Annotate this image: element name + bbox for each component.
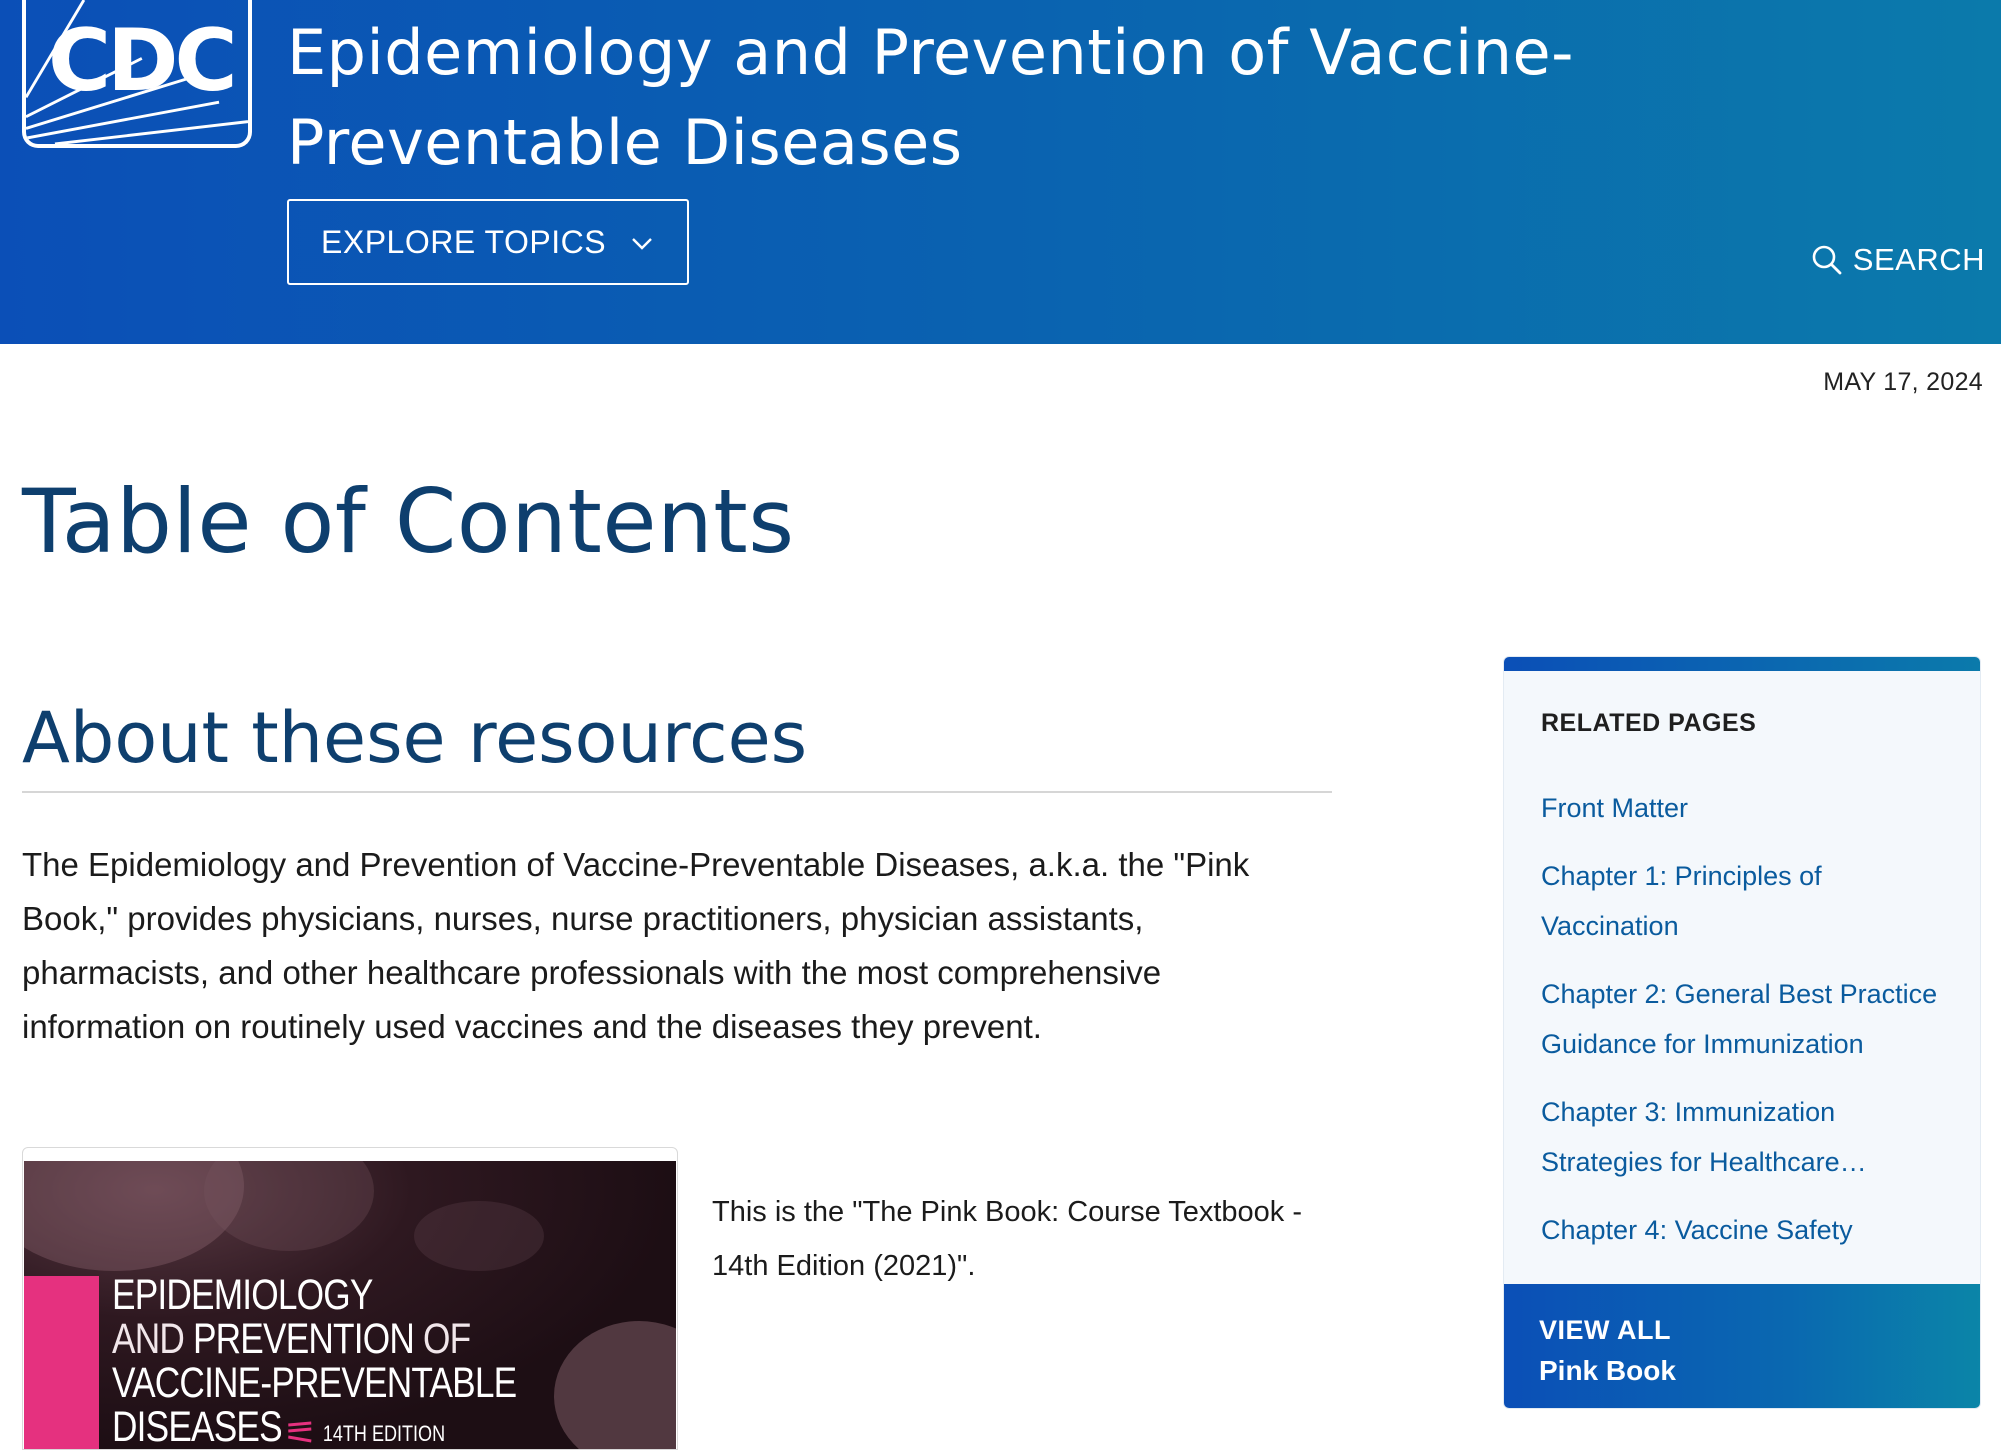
cover-pink-band <box>24 1276 99 1450</box>
edition-swoosh-icon <box>287 1421 315 1443</box>
view-all-pink-book-button[interactable] <box>1504 1284 1980 1408</box>
intro-paragraph: The Epidemiology and Prevention of Vaccine-Preventable Diseases, a.k.a. the "Pink Book," provides physicians, nurses, nurse practitioners, physician assistants, pharmacists, and other healthcare professionals with the most comprehensive information on routinely used vaccines and the diseases they prevent. <box>22 846 1250 1045</box>
list-item <box>1541 783 1951 833</box>
site-header <box>0 0 2001 344</box>
related-link-chapter-1[interactable]: Chapter 1: Principles of Vaccination <box>1541 861 1822 941</box>
cover-texture <box>414 1201 544 1271</box>
related-link-chapter-4[interactable]: Chapter 4: Vaccine Safety <box>1541 1215 1853 1245</box>
section-heading-about: About these resources <box>22 697 808 779</box>
search-icon <box>1811 244 1843 276</box>
page-date: MAY 17, 2024 <box>1823 368 1983 396</box>
cover-texture <box>554 1321 676 1450</box>
list-item <box>1541 1205 1951 1255</box>
cover-word: PREVENTION <box>192 1315 414 1363</box>
explore-topics-label: EXPLORE TOPICS <box>321 223 607 260</box>
pink-book-cover-card[interactable] <box>22 1147 678 1450</box>
related-pages-list <box>1541 783 1951 1273</box>
chevron-down-icon <box>629 231 655 257</box>
explore-topics-button[interactable] <box>287 199 689 285</box>
cdc-logo[interactable] <box>22 0 252 148</box>
list-item <box>1541 969 1951 1069</box>
cover-texture <box>204 1161 374 1251</box>
cover-title <box>112 1273 516 1450</box>
page-title: Table of Contents <box>22 470 795 573</box>
cover-edition: 14TH EDITION <box>322 1421 446 1446</box>
image-caption: This is the "The Pink Book: Course Textbook - 14th Edition (2021)". <box>712 1196 1303 1282</box>
cover-line: EPIDEMIOLOGY <box>112 1271 373 1319</box>
cover-word: OF <box>413 1315 471 1363</box>
view-all-label: VIEW ALL <box>1539 1315 1671 1345</box>
related-link-chapter-2[interactable]: Chapter 2: General Best Practice Guidance for Immunization <box>1541 979 1938 1059</box>
view-all-target: Pink Book <box>1539 1355 1676 1386</box>
related-pages-accent-bar <box>1504 657 1980 671</box>
pink-book-cover-image <box>24 1161 676 1450</box>
related-pages-panel <box>1503 656 1981 1409</box>
search-button[interactable] <box>1811 238 1985 282</box>
search-label: SEARCH <box>1852 242 1985 277</box>
logo-text: CDC <box>48 11 234 111</box>
cover-line: VACCINE-PREVENTABLE <box>112 1359 517 1407</box>
cover-word: DISEASES <box>112 1403 282 1450</box>
list-item <box>1541 1087 1951 1187</box>
related-pages-heading: RELATED PAGES <box>1541 709 1757 737</box>
related-link-chapter-3[interactable]: Chapter 3: Immunization Strategies for Healthcare <box>1541 1097 1840 1177</box>
list-item <box>1541 851 1951 951</box>
cover-line <box>112 1405 516 1450</box>
cover-word: AND <box>112 1315 193 1363</box>
site-title[interactable]: Epidemiology and Prevention of Vaccine-Preventable Diseases <box>287 16 1575 179</box>
section-divider <box>22 791 1332 793</box>
cover-line <box>112 1317 516 1361</box>
related-link-front-matter[interactable]: Front Matter <box>1541 793 1689 823</box>
